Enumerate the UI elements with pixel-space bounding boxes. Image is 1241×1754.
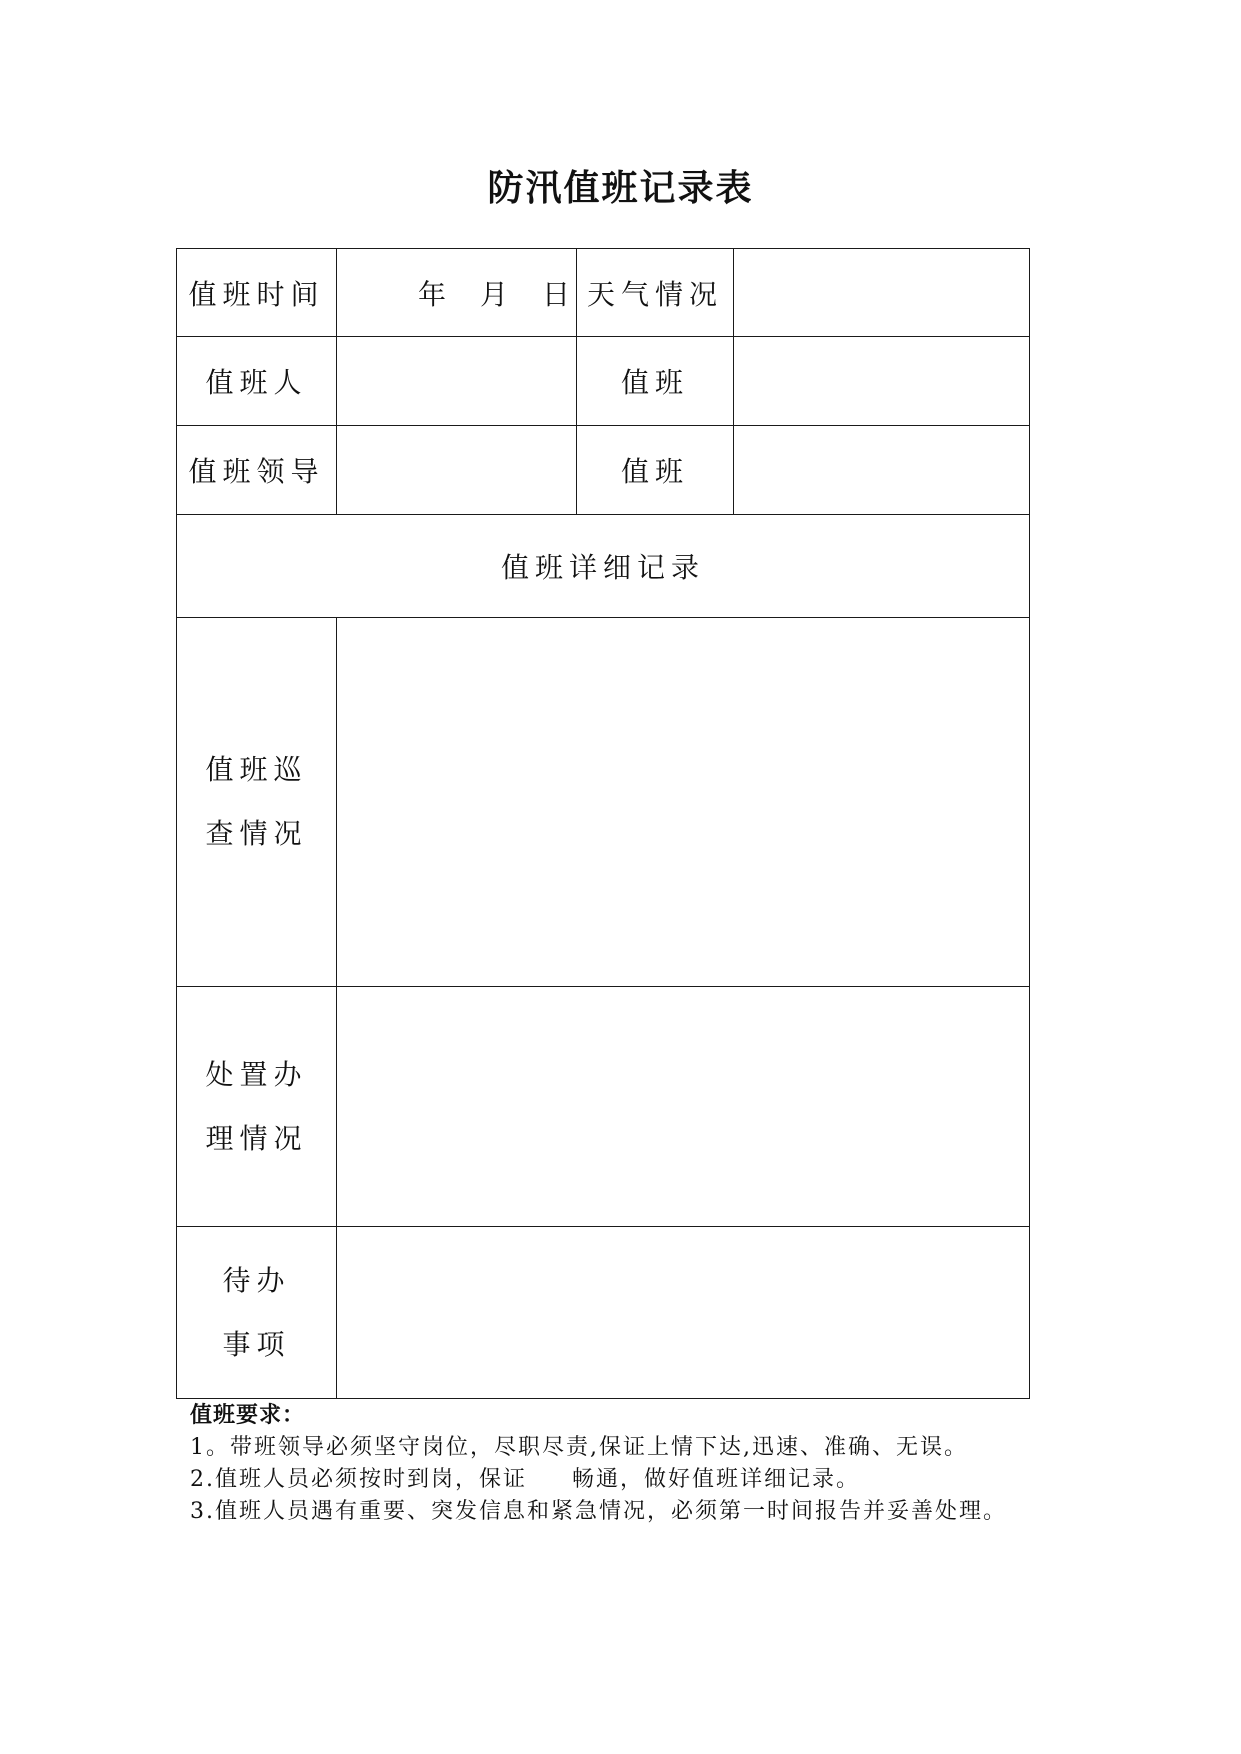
table-row [177,618,1030,987]
handling-label [177,987,337,1227]
pending-label-line2: 事项 [222,1327,291,1361]
handling-field[interactable] [337,987,1030,1227]
duty-field-2[interactable] [734,426,1030,515]
patrol-field[interactable] [337,618,1030,987]
pending-field[interactable] [337,1227,1030,1399]
duty-leader-field[interactable] [337,426,577,515]
patrol-label-line2: 查情况 [205,817,308,850]
table-row [177,515,1030,618]
duty-record-table [176,248,1030,1399]
duty-label: 值班 [577,337,734,426]
table-row [177,337,1030,426]
date-year-label: 年 [417,277,446,311]
pending-label [177,1227,337,1399]
handling-label-line2: 理情况 [205,1121,308,1155]
duty-date-field[interactable] [337,249,577,337]
table-row [177,987,1030,1227]
duty-time-label: 值班时间 [177,249,337,337]
duty-label-2: 值班 [577,426,734,515]
table-row [177,249,1030,337]
requirement-item-1: 1。带班领导必须坚守岗位，尽职尽责,保证上情下达,迅速、准确、无误。 [190,1435,968,1460]
date-month-label: 月 [479,277,508,311]
table-row [177,426,1030,515]
duty-field[interactable] [734,337,1030,426]
duty-person-field[interactable] [337,337,577,426]
duty-requirements [190,1400,1050,1528]
duty-person-label: 值班人 [177,337,337,426]
requirement-item-2: 2.值班人员必须按时到岗，保证 畅通，做好值班详细记录。 [190,1467,860,1492]
page-title: 防汛值班记录表 [487,167,754,209]
handling-label-line1: 处置办 [205,1057,308,1091]
date-day-label: 日 [541,277,570,311]
section-header-detail-record: 值班详细记录 [177,515,1030,618]
patrol-label [177,618,337,987]
duty-leader-label: 值班领导 [177,426,337,515]
pending-label-line1: 待办 [222,1263,291,1297]
requirements-heading: 值班要求： [190,1403,306,1428]
table-row [177,1227,1030,1399]
weather-label: 天气情况 [577,249,734,337]
weather-field[interactable] [734,249,1030,337]
requirement-item-3: 3.值班人员遇有重要、突发信息和紧急情况，必须第一时间报告并妥善处理。 [190,1499,1007,1524]
patrol-label-line1: 值班巡 [205,753,308,786]
